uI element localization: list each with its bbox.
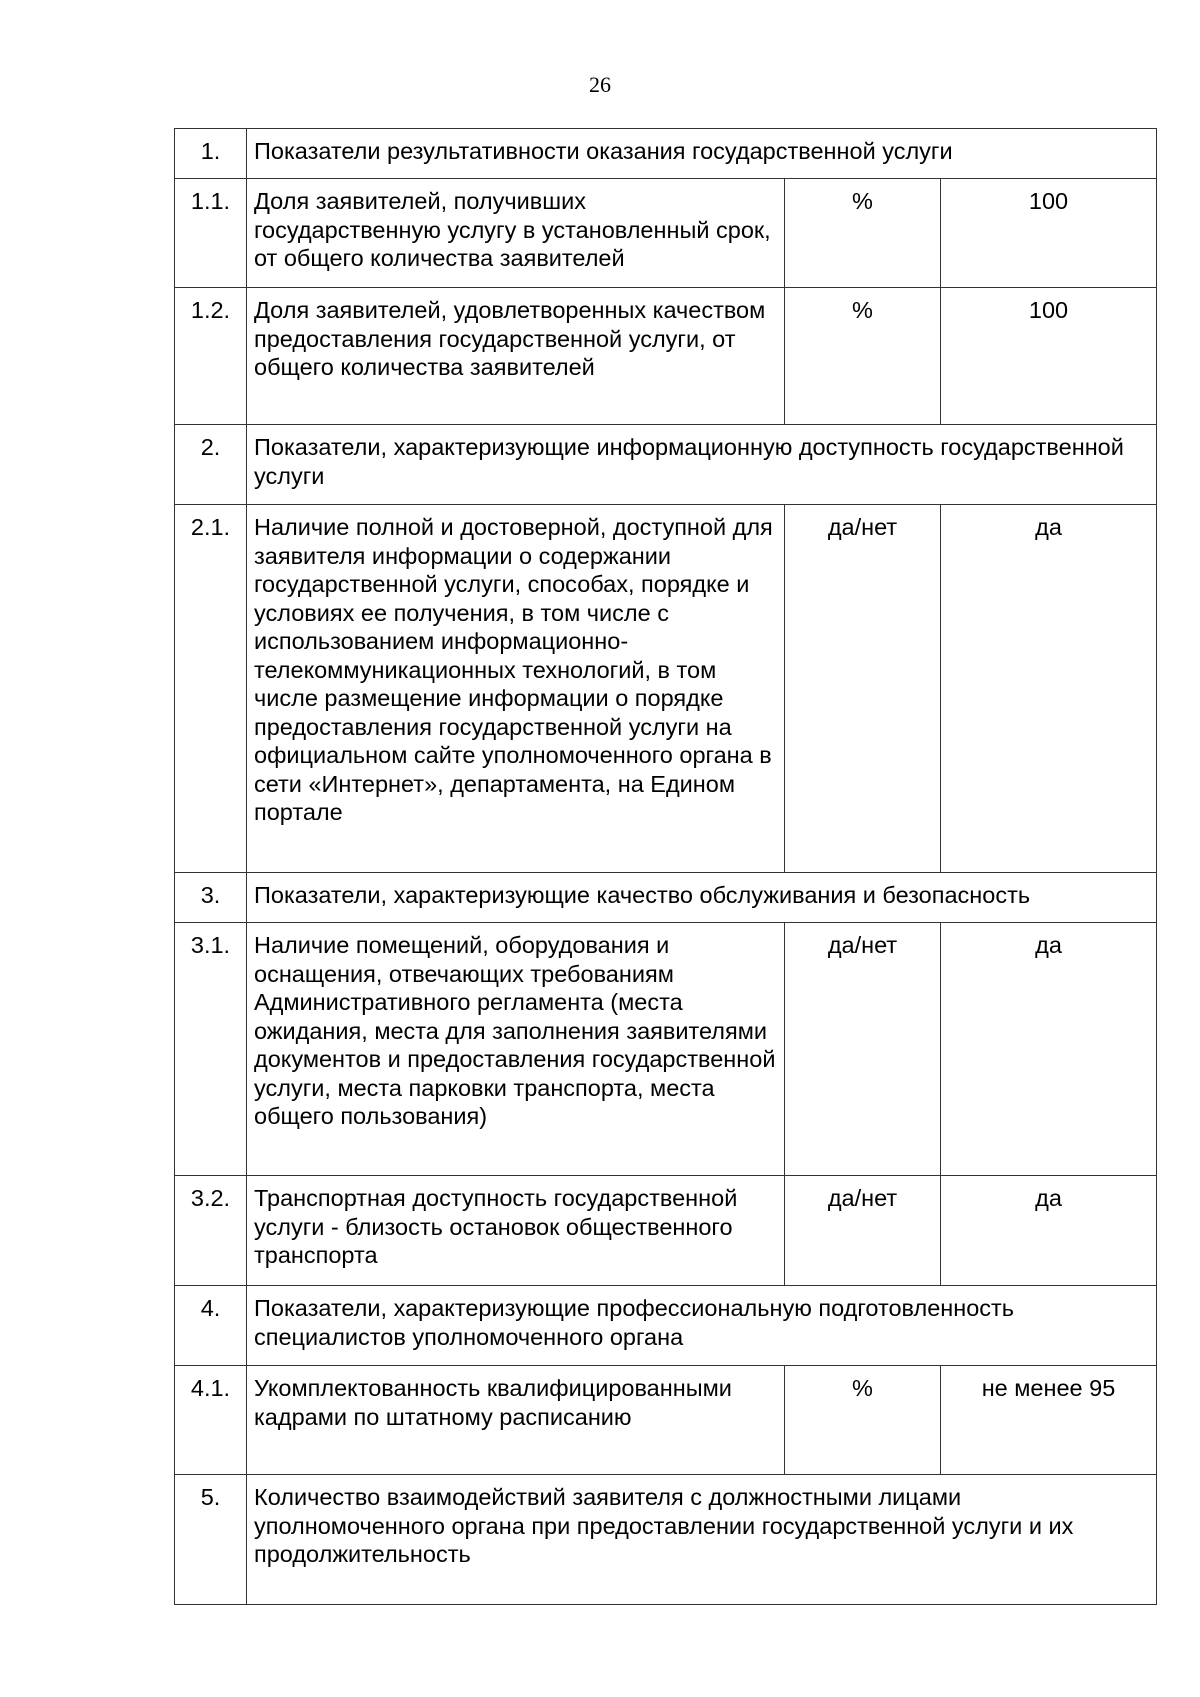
indicator-value: 100	[941, 288, 1157, 425]
section-row	[175, 425, 1157, 505]
indicator-row	[175, 1176, 1157, 1286]
row-number: 1.1.	[175, 179, 247, 288]
section-row	[175, 1286, 1157, 1366]
section-row	[175, 1475, 1157, 1605]
indicator-unit: да/нет	[785, 505, 941, 873]
row-number: 5.	[175, 1475, 247, 1605]
indicator-name: Укомплектованность квалифицированными кадрами по штатному расписанию	[247, 1366, 785, 1475]
indicator-unit: %	[785, 179, 941, 288]
row-number: 2.	[175, 425, 247, 505]
indicator-value: да	[941, 923, 1157, 1176]
indicator-value: 100	[941, 179, 1157, 288]
section-title: Показатели, характеризующие качество обслуживания и безопасность	[247, 873, 1157, 923]
section-row	[175, 873, 1157, 923]
indicator-unit: да/нет	[785, 923, 941, 1176]
indicator-name: Транспортная доступность государственной услуги - близость остановок общественного транспорта	[247, 1176, 785, 1286]
indicator-unit: %	[785, 288, 941, 425]
row-number: 4.	[175, 1286, 247, 1366]
indicators-table-body	[175, 129, 1157, 1605]
indicator-row	[175, 179, 1157, 288]
indicators-table	[174, 128, 1157, 1605]
indicator-value: да	[941, 505, 1157, 873]
row-number: 2.1.	[175, 505, 247, 873]
indicator-value: да	[941, 1176, 1157, 1286]
row-number: 3.2.	[175, 1176, 247, 1286]
section-row	[175, 129, 1157, 179]
section-title: Показатели результативности оказания государственной услуги	[247, 129, 1157, 179]
indicator-row	[175, 505, 1157, 873]
section-title: Показатели, характеризующие профессиональную подготовленность специалистов уполномоченного органа	[247, 1286, 1157, 1366]
row-number: 1.2.	[175, 288, 247, 425]
indicator-name: Наличие полной и достоверной, доступной для заявителя информации о содержании государственной услуги, способах, порядке и условиях ее получения, в том числе с использованием информационно-телекоммуникационных технологий, в том числе размещение информации о порядке предоставления государственной услуги на официальном сайте уполномоченного органа в сети «Интернет», департамента, на Едином портале	[247, 505, 785, 873]
section-title: Количество взаимодействий заявителя с должностными лицами уполномоченного органа при предоставлении государственной услуги и их продолжительность	[247, 1475, 1157, 1605]
row-number: 1.	[175, 129, 247, 179]
indicator-unit: %	[785, 1366, 941, 1475]
indicator-row	[175, 288, 1157, 425]
row-number: 3.	[175, 873, 247, 923]
section-title: Показатели, характеризующие информационную доступность государственной услуги	[247, 425, 1157, 505]
indicator-value: не менее 95	[941, 1366, 1157, 1475]
indicator-unit: да/нет	[785, 1176, 941, 1286]
row-number: 3.1.	[175, 923, 247, 1176]
row-number: 4.1.	[175, 1366, 247, 1475]
indicator-row	[175, 1366, 1157, 1475]
indicator-row	[175, 923, 1157, 1176]
indicator-name: Доля заявителей, удовлетворенных качеством предоставления государственной услуги, от общего количества заявителей	[247, 288, 785, 425]
indicator-name: Наличие помещений, оборудования и оснащения, отвечающих требованиям Административного регламента (места ожидания, места для заполнения заявителями документов и предоставления государственной услуги, места парковки транспорта, места общего пользования)	[247, 923, 785, 1176]
indicator-name: Доля заявителей, получивших государственную услугу в установленный срок, от общего количества заявителей	[247, 179, 785, 288]
page-number: 26	[589, 72, 611, 97]
